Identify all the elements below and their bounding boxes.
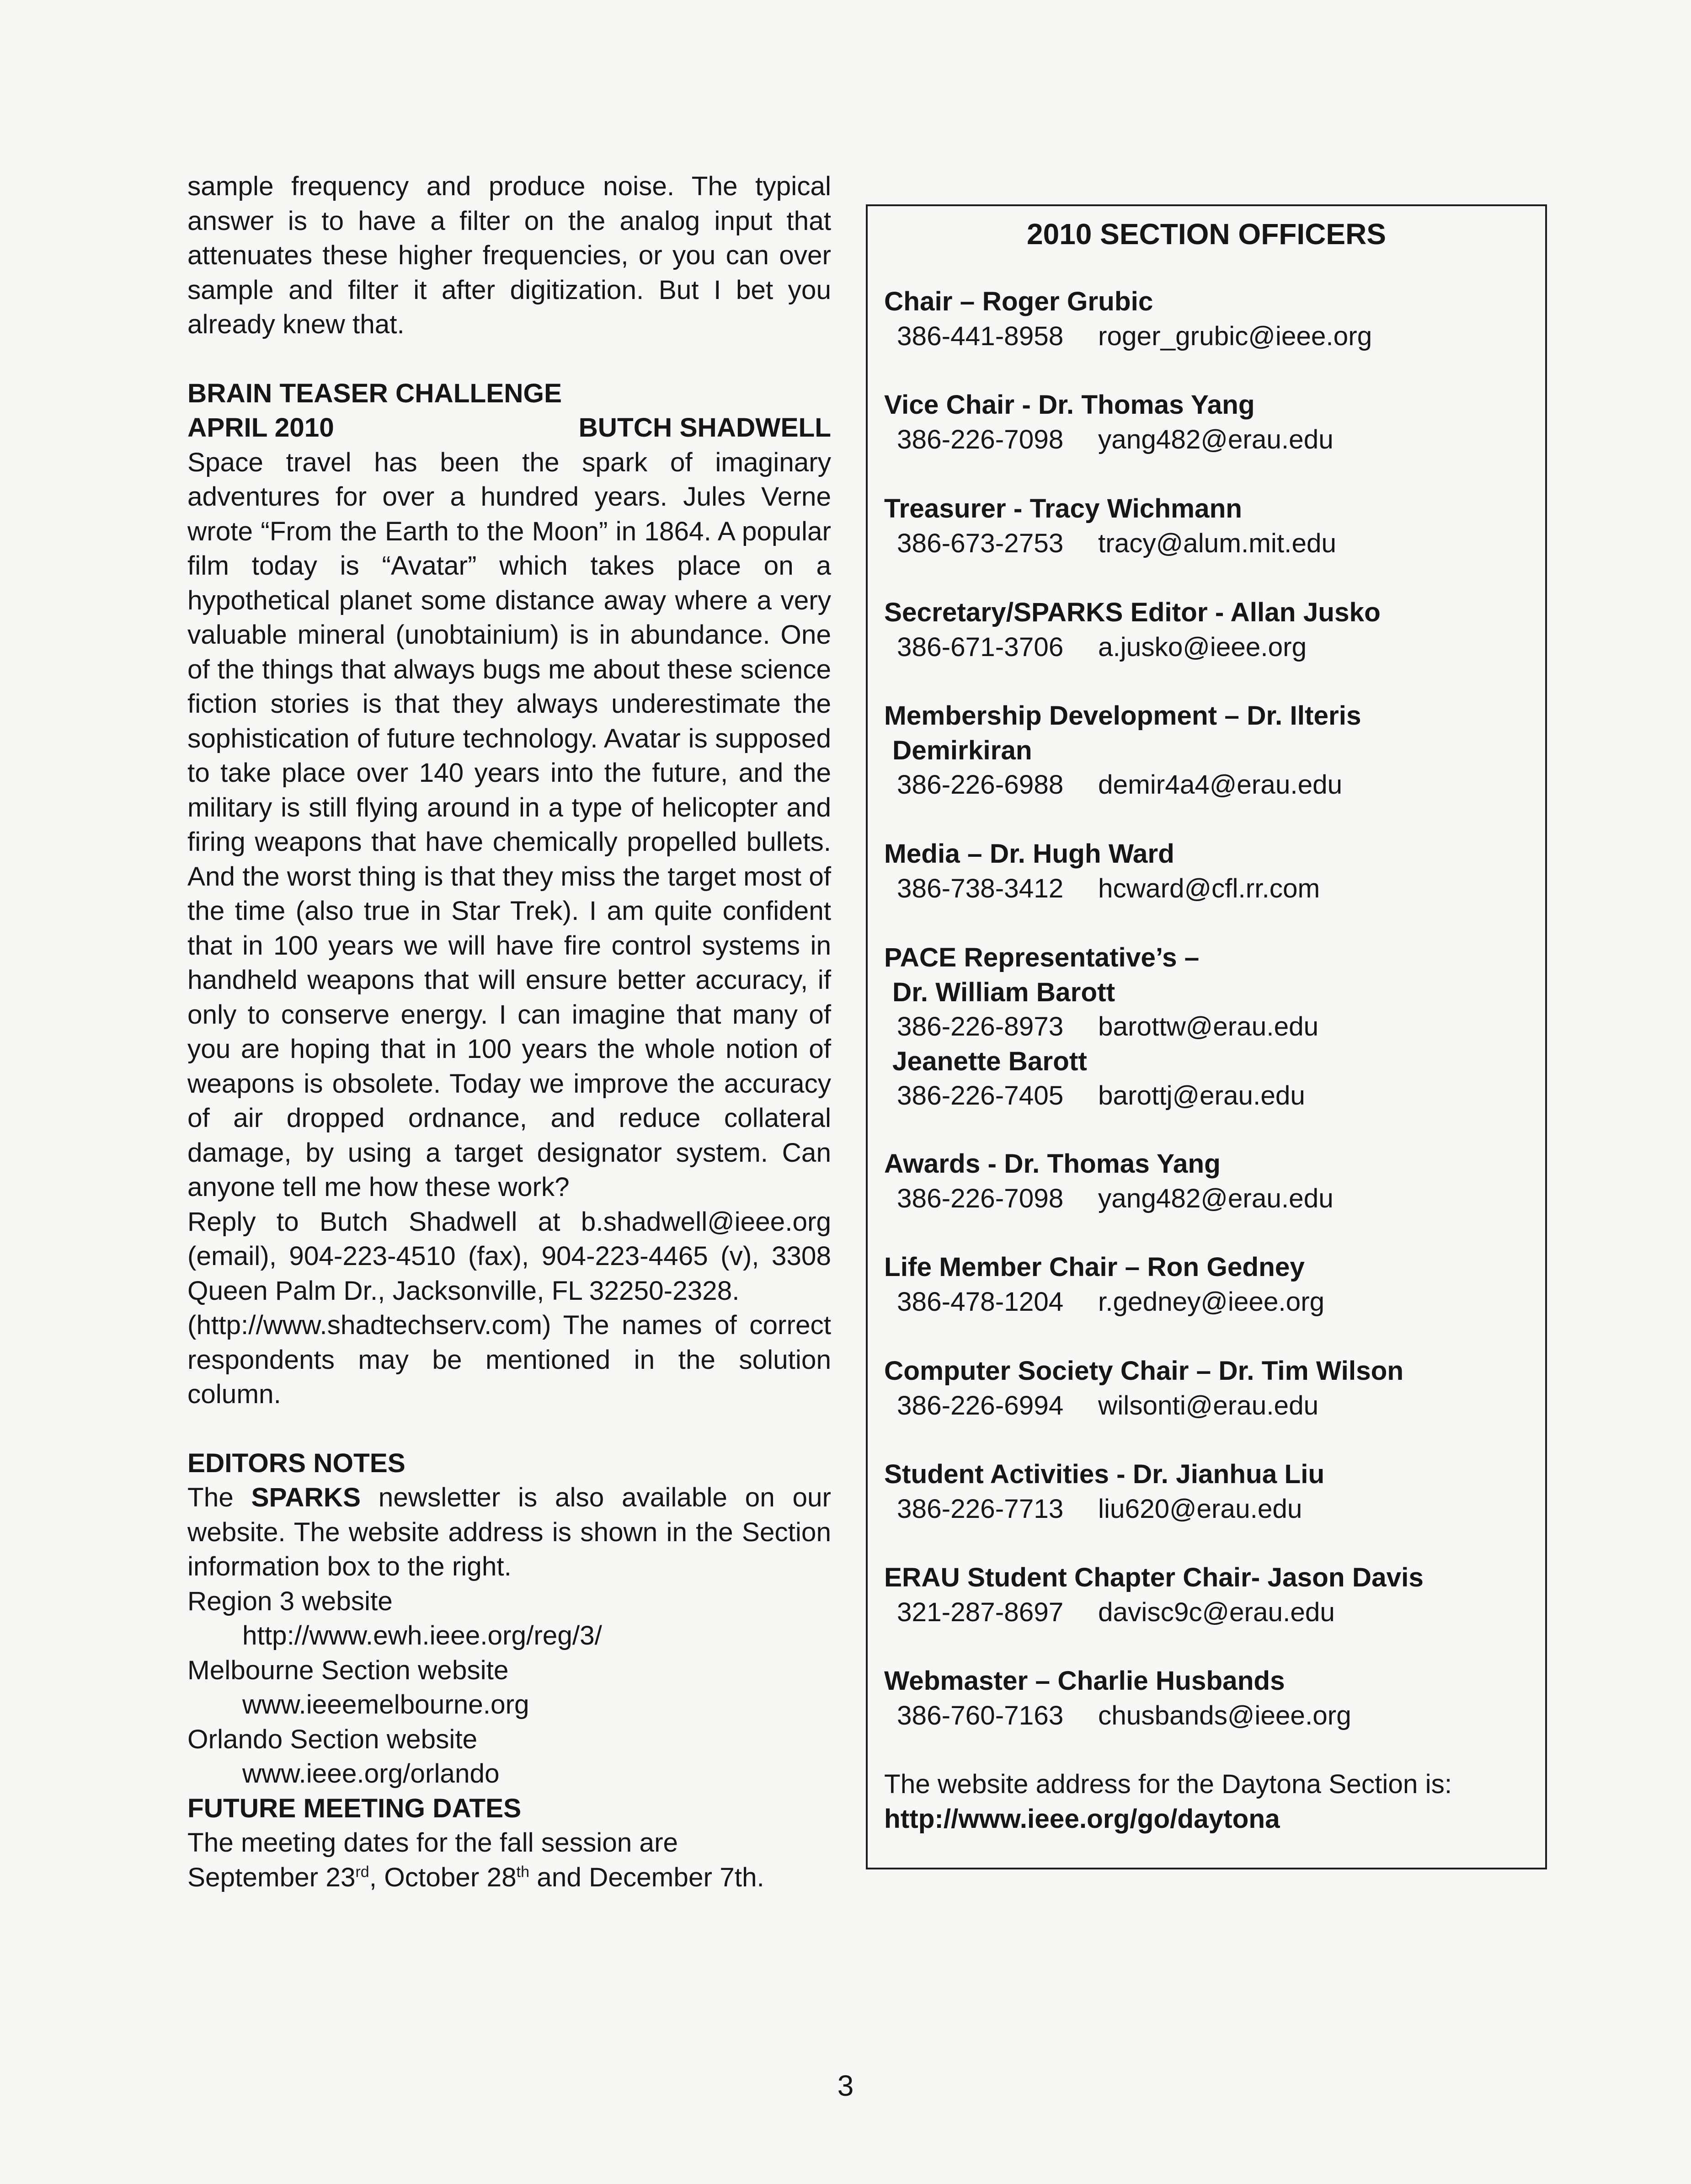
officer-role: Chair – Roger Grubic: [884, 287, 1153, 316]
officer-vice-chair: [884, 388, 1531, 457]
ordinal-th: th: [516, 1863, 529, 1880]
officer-role: Student Activities - Dr. Jianhua Liu: [884, 1459, 1325, 1489]
officer-email: a.jusko@ieee.org: [1098, 632, 1307, 662]
ordinal-rd: rd: [355, 1863, 369, 1880]
officer-phone: 386-478-1204: [897, 1287, 1064, 1317]
officer-computer-society: [884, 1354, 1531, 1423]
officer-phone: 321-287-8697: [897, 1597, 1064, 1627]
officer-contact: [884, 630, 1531, 665]
officer-role: Vice Chair - Dr. Thomas Yang: [884, 390, 1255, 420]
officer-role: ERAU Student Chapter Chair- Jason Davis: [884, 1563, 1424, 1592]
officer-role-cont: Demirkiran: [892, 735, 1032, 765]
officer-life-member: [884, 1250, 1531, 1319]
region3-label: Region 3 website: [187, 1586, 393, 1616]
officer-secretary: [884, 595, 1531, 664]
officer-email: wilsonti@erau.edu: [1098, 1390, 1319, 1420]
officers-box-title: 2010 SECTION OFFICERS: [1027, 218, 1386, 251]
officer-contact: [884, 871, 1531, 906]
officer-email: barottj@erau.edu: [1098, 1081, 1305, 1111]
brain-teaser-byline: [187, 411, 831, 445]
officer-phone: 386-738-3412: [897, 873, 1064, 903]
officer-erau-student-chapter: [884, 1560, 1531, 1629]
orlando-url: www.ieee.org/orlando: [242, 1759, 500, 1789]
officer-treasurer: [884, 491, 1531, 561]
brain-teaser-body: Space travel has been the spark of imaginary adventures for over a hundred years. Jules Verne wrote “From the Earth to the Moon” in 1864. A popular film today is “Avatar” which takes place on a hypothetical planet some distance away where a very valuable mineral (unobtainium) is in abundance. One of the things that always bugs me about these science fiction stories is that they always underestimate the sophistication of future technology. Avatar is supposed to take place over 140 years into the future, and the military is still flying around in a type of helicopter and firing weapons that have chemically propelled bullets. And the worst thing is that they miss the target most of the time (also true in Star Trek). I am quite confident that in 100 years we will have fire control systems in handheld weapons that will ensure better accuracy, if only to conserve energy. I can imagine that many of you are hoping that in 100 years the whole notion of weapons is obsolete. Today we improve the accuracy of air dropped ordnance, and reduce collateral damage, by using a target designator system. Can anyone tell me how these work?: [187, 447, 831, 1202]
officer-contact: [884, 319, 1531, 354]
officer-pace: [884, 940, 1531, 1113]
officer-phone: 386-226-7713: [897, 1494, 1064, 1524]
officer-webmaster: [884, 1664, 1531, 1733]
officer-phone: 386-673-2753: [897, 528, 1064, 558]
page-number: 3: [837, 2069, 854, 2102]
officer-email: demir4a4@erau.edu: [1098, 770, 1343, 800]
melbourne-url: www.ieeemelbourne.org: [242, 1690, 529, 1719]
meeting-date-sept: September 23: [187, 1862, 356, 1892]
editors-notes-text: newsletter is also available on our website. The website address is shown in the Section information box to the right.: [187, 1483, 831, 1581]
future-meetings-line2: [187, 1860, 831, 1895]
officer-phone: 386-226-7098: [897, 1183, 1064, 1213]
officer-phone: 386-226-6988: [897, 770, 1064, 800]
officer-phone: 386-226-7098: [897, 424, 1064, 454]
officer-contact: [884, 1009, 1531, 1044]
editors-notes-lead: The: [187, 1483, 251, 1512]
officer-membership-development: [884, 699, 1531, 802]
officer-email: davisc9c@erau.edu: [1098, 1597, 1335, 1627]
officer-role: Webmaster – Charlie Husbands: [884, 1666, 1285, 1696]
officer-email: r.gedney@ieee.org: [1098, 1287, 1325, 1317]
brain-teaser-heading: BRAIN TEASER CHALLENGE: [187, 378, 562, 408]
brain-teaser-author: BUTCH SHADWELL: [578, 413, 831, 443]
officer-phone: 386-226-6994: [897, 1390, 1064, 1420]
officer-contact: [884, 1285, 1531, 1319]
officer-phone: 386-226-8973: [897, 1012, 1064, 1041]
future-meetings-line1: The meeting dates for the fall session are: [187, 1828, 678, 1858]
officer-email: hcward@cfl.rr.com: [1098, 873, 1320, 903]
meeting-date-dec: and December 7th.: [529, 1862, 764, 1892]
brain-teaser-reply-tail: (http://www.shadtechserv.com) The names of correct respondents may be mentioned in the solution column.: [187, 1310, 831, 1409]
officer-contact: [884, 768, 1531, 802]
brain-teaser-date: APRIL 2010: [187, 413, 334, 443]
intro-paragraph: sample frequency and produce noise. The typical answer is to have a filter on the analog input that attenuates these higher frequencies, or you can over sample and filter it after digitization. But I bet you already knew that.: [187, 171, 831, 339]
footer-text: The website address for the Daytona Section is:: [884, 1769, 1452, 1799]
sparks-word: SPARKS: [251, 1483, 361, 1512]
orlando-label: Orlando Section website: [187, 1724, 478, 1754]
officer-role: Treasurer - Tracy Wichmann: [884, 494, 1243, 523]
officer-role: PACE Representative’s –: [884, 943, 1200, 972]
officer-contact: [884, 1698, 1531, 1733]
officer-contact: [884, 422, 1531, 457]
officer-contact: [884, 526, 1531, 561]
officer-media: [884, 837, 1531, 906]
officer-role-cont: Dr. William Barott: [892, 977, 1115, 1007]
officer-student-activities: [884, 1457, 1531, 1526]
officer-email: liu620@erau.edu: [1098, 1494, 1302, 1524]
left-column: [187, 169, 831, 1895]
officer-email: chusbands@ieee.org: [1098, 1700, 1351, 1730]
daytona-website-url: http://www.ieee.org/go/daytona: [884, 1804, 1280, 1834]
meeting-date-oct: , October 28: [369, 1862, 517, 1892]
officers-box-footer: [884, 1767, 1531, 1836]
officer-role: Secretary/SPARKS Editor - Allan Jusko: [884, 598, 1381, 627]
officer-contact: [884, 1492, 1531, 1527]
section-officers-box: [866, 204, 1547, 1869]
officer-phone: 386-441-8958: [897, 321, 1064, 351]
officer-role: Media – Dr. Hugh Ward: [884, 839, 1174, 869]
officer-role: Computer Society Chair – Dr. Tim Wilson: [884, 1356, 1404, 1386]
officer-role: Life Member Chair – Ron Gedney: [884, 1252, 1305, 1282]
officer-email: barottw@erau.edu: [1098, 1012, 1319, 1041]
editors-notes-heading: EDITORS NOTES: [187, 1448, 405, 1478]
officer-contact: [884, 1181, 1531, 1216]
officer-email: yang482@erau.edu: [1098, 424, 1334, 454]
officer-chair: [884, 284, 1531, 353]
future-meetings-heading: FUTURE MEETING DATES: [187, 1793, 522, 1823]
officer-role: Awards - Dr. Thomas Yang: [884, 1149, 1221, 1179]
officer-role-second: Jeanette Barott: [892, 1046, 1087, 1076]
officer-role: Membership Development – Dr. Ilteris: [884, 701, 1361, 731]
officer-awards: [884, 1147, 1531, 1216]
officer-contact: [884, 1388, 1531, 1423]
officer-phone: 386-671-3706: [897, 632, 1064, 662]
officer-email: tracy@alum.mit.edu: [1098, 528, 1337, 558]
officer-contact: [884, 1595, 1531, 1630]
officer-phone: 386-226-7405: [897, 1081, 1064, 1111]
officer-email: yang482@erau.edu: [1098, 1183, 1334, 1213]
officer-phone: 386-760-7163: [897, 1700, 1064, 1730]
region3-url: http://www.ewh.ieee.org/reg/3/: [242, 1621, 602, 1650]
brain-teaser-reply: Reply to Butch Shadwell at b.shadwell@ieee.org (email), 904-223-4510 (fax), 904-223-4465 (v), 3308 Queen Palm Dr., Jacksonville, FL 32250-2328.: [187, 1207, 831, 1306]
melbourne-label: Melbourne Section website: [187, 1655, 509, 1685]
officer-contact-second: [884, 1079, 1531, 1113]
editors-notes-body: [187, 1480, 831, 1584]
officer-email: roger_grubic@ieee.org: [1098, 321, 1372, 351]
